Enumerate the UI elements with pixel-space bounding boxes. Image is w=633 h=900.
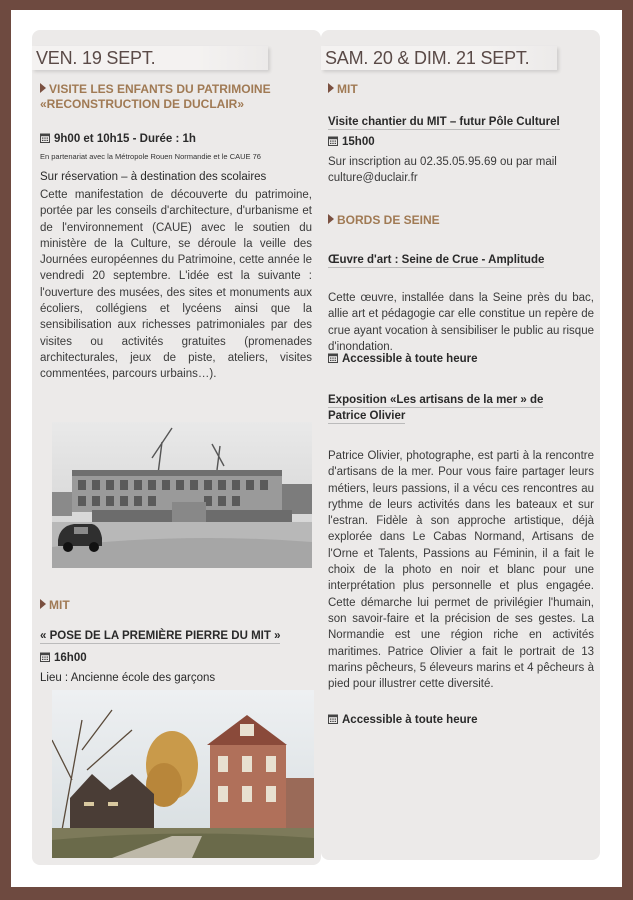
event-title-pose: « POSE DE LA PREMIÈRE PIERRE DU MIT »	[40, 630, 281, 642]
day-banner-friday: VEN. 19 SEPT.	[32, 46, 268, 70]
expo-description: Patrice Olivier, photographe, est parti à la rencontre d'artisans de la mer. Pour vous faire partager leurs métiers, leurs passions, il a vécu ces rencontres au rythme de leurs activités dans les bateaux et sur l'estran. Fidèle à son approche artistique, déjà explorée dans Le Cabas Normand, Artisans de l'Orne et Talents, Passions au Féminin, il a fait le choix de la photo en noir et blanc pour une interprétation plus personnelle et plus engagée. Cette démarche lui permet de privilégier l'humain, son savoir-faire et la précision de ses gestes. La Normandie est une région riche en activités maritimes. Patrice Olivier a fait le portrait de 13 marins pêcheurs, 5 éleveurs marins et 4 pêcheurs à pied pour illustrer cette diversité.	[328, 450, 594, 691]
event-place: Lieu : Ancienne école des garçons	[40, 672, 216, 684]
expo-title: Exposition «Les artisans de la mer » de Patrice Olivier	[328, 394, 544, 423]
triangle-bullet-icon	[328, 83, 334, 93]
calendar-icon	[328, 353, 338, 363]
weekend-column	[321, 30, 600, 860]
triangle-bullet-icon	[40, 83, 46, 93]
friday-column	[32, 30, 321, 865]
reconstruction-photo	[52, 422, 312, 568]
artwork-access: Accessible à toute heure	[328, 351, 478, 367]
section-bords-de-seine: BORDS DE SEINE	[328, 213, 440, 228]
calendar-icon	[40, 133, 50, 143]
calendar-icon	[328, 714, 338, 724]
triangle-bullet-icon	[40, 599, 46, 609]
day-banner-weekend: SAM. 20 & DIM. 21 SEPT.	[321, 46, 557, 70]
event-time: 9h00 et 10h15 - Durée : 1h	[40, 131, 196, 147]
section-mit-right: MIT	[328, 82, 358, 97]
event-title-visite: VISITE LES ENFANTS DU PATRIMOINE «RECONSTRUCTION DE DUCLAIR»	[40, 82, 271, 111]
reservation-note: Sur réservation – à destination des scolaires	[40, 171, 267, 183]
visit-title: Visite chantier du MIT – futur Pôle Culturel	[328, 116, 560, 128]
expo-access: Accessible à toute heure	[328, 712, 478, 728]
mit-rendering-photo	[52, 690, 314, 858]
event-description: Cette manifestation de découverte du patrimoine, portée par les conseils d'architecture, d'urbanisme et de l'environnement (CAUE) avec le soutien du ministère de la Culture, se déroule la veille des Journées européennes du Patrimoine, cette année le vendredi 20 septembre. L'idée est la suivante : l'ouverture des musées, des sites et monuments aux écoliers, collégiens et lycéens ainsi que la sensibilisation aux richesses patrimoniales par des visites ou activités gratuites (promenades architecturales, jeux de piste, ateliers, visites commentées, parcours urbains…).	[40, 189, 312, 381]
artwork-description: Cette œuvre, installée dans la Seine près du bac, allie art et pédagogie car elle constitue un repère de crue ayant vocation à sensibiliser le public au risque d'inondation.	[328, 292, 594, 353]
triangle-bullet-icon	[328, 214, 334, 224]
partner-note: En partenariat avec la Métropole Rouen Normandie et le CAUE 76	[40, 152, 261, 161]
event-time-pose: 16h00	[40, 650, 87, 666]
visit-info: Sur inscription au 02.35.05.95.69 ou par mail culture@duclair.fr	[328, 156, 557, 185]
artwork-title: Œuvre d'art : Seine de Crue - Amplitude	[328, 254, 545, 266]
visit-time: 15h00	[328, 134, 375, 150]
calendar-icon	[40, 652, 50, 662]
calendar-icon	[328, 136, 338, 146]
section-mit-left: MIT	[40, 598, 70, 613]
page	[11, 10, 622, 887]
